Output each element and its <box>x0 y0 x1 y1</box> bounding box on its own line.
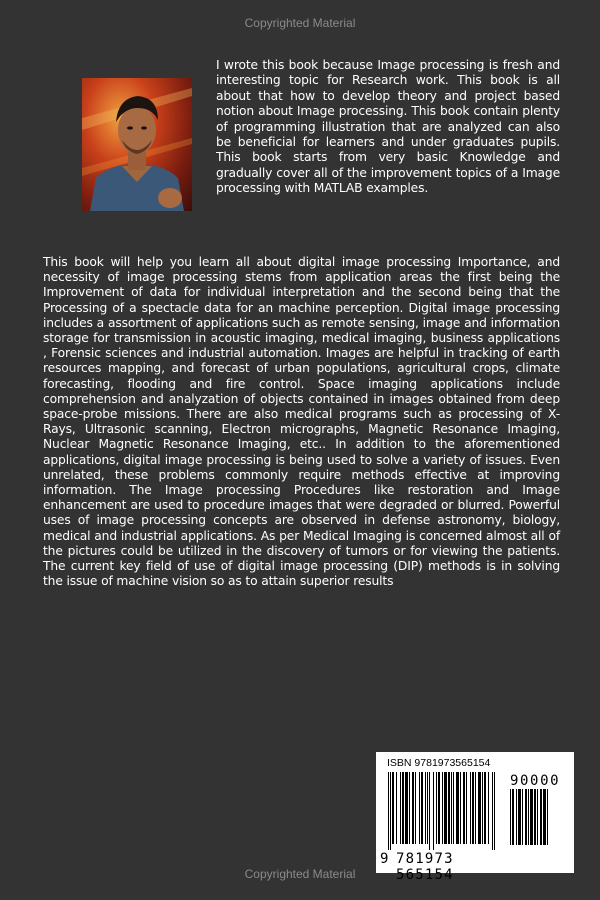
author-bio: I wrote this book because Image processing is fresh and interesting topic for Research work. This book is all about that how to develop theory and project based notion about Image processing. This book contain plenty of programming illustration that are analyzed can also be beneficial for learners and under graduates pupils. This book starts from very basic Knowledge and gradually cover all of the improvement topics of a Image processing with MATLAB examples. <box>216 58 560 196</box>
author-photo <box>82 78 192 211</box>
isbn-label: ISBN 9781973565154 <box>387 757 491 769</box>
isbn-digits: 781973 565154 <box>396 851 454 883</box>
isbn-digit-first: 9 <box>380 851 389 867</box>
book-description: This book will help you learn all about digital image processing Importance, and necessity of image processing stems from application areas the first being the Improvement of data for individual interpretation and the second being that the Processing of a spectacle data for an machine perception. Digital image processing includes a assortment of applications such as remote sensing, image and information storage for transmission in acoustic imaging, medical imaging, business applications , Forensic sciences and industrial automation. Images are helpful in tracking of earth resources mapping, and forecast of urban populations, agricultural crops, climate forecasting, flooding and fire control. Space imaging applications include comprehension and analyzation of objects contained in images obtained from deep space-probe missions. There are also medical programs such as processing of X-Rays, Ultrasonic scanning, Electron micrographs, Magnetic Resonance Imaging, Nuclear Magnetic Resonance Imaging, etc.. In addition to the aforementioned applications, digital image processing is being used to solve a variety of issues. Even unrelated, these problems commonly require methods effective at improving information. The Image processing Procedures like restoration and Image enhancement are used to procedure images that were degraded or blurred. Powerful uses of image processing concepts are observed in defense astronomy, biology, medical and industrial applications. As per Medical Imaging is concerned almost all of the pictures could be utilized in the discovery of tumors or for viewing the patients. The current key field of use of digital image processing (DIP) methods is in solving the issue of machine vision so as to attain superior results <box>43 255 560 589</box>
price-code: 90000 <box>510 773 561 789</box>
addon-barcode-bars <box>510 789 562 867</box>
copyright-watermark-top: Copyrighted Material <box>244 16 356 30</box>
isbn-barcode <box>376 752 574 883</box>
barcode-bars <box>388 772 506 852</box>
copyright-watermark-bottom: Copyrighted Material <box>244 867 356 881</box>
